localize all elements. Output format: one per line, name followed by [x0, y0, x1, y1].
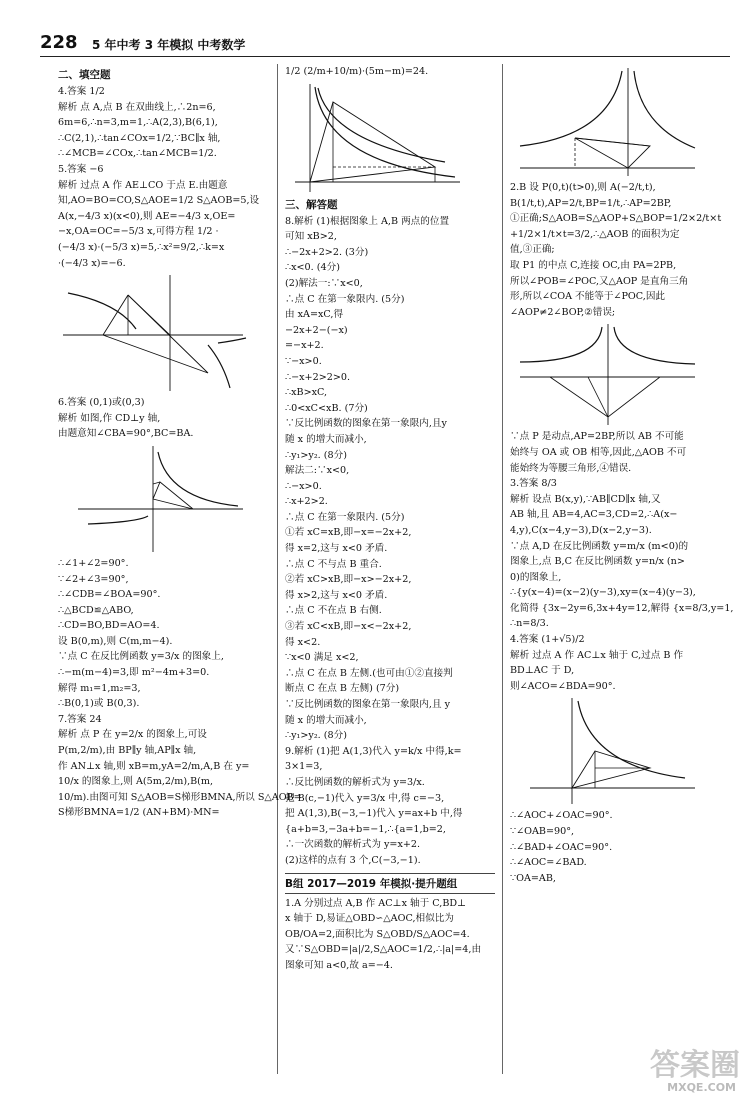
text-line: 得 x<2.: [285, 636, 321, 648]
text-line: ∴xB>xC,: [285, 387, 328, 399]
text-line: 可知 xB>2,: [285, 231, 337, 243]
book-title: 5 年中考 3 年模拟 中考数学: [92, 38, 246, 52]
section-heading: 三、解答题: [285, 198, 338, 211]
text-line: 图象可知 a<0,故 a=−4.: [285, 959, 393, 971]
text-line: ∴∠CDB=∠BOA=90°.: [58, 589, 161, 601]
text-line: 则∠ACO=∠BDA=90°.: [510, 680, 616, 692]
text-line: (2)这样的点有 3 个,C(−3,−1).: [285, 854, 421, 866]
text-line: 图象上,点 B,C 在反比例函数 y=n/x (n>: [510, 556, 685, 568]
watermark-logo: 答案圈: [650, 1048, 740, 1083]
text-line: 取 P1 的中点 C,连接 OC,由 PA=2PB,: [510, 259, 677, 271]
text-line: 所以∠POB=∠POC,又△AOP 是直角三角: [510, 275, 689, 287]
text-line: ∵−x>0.: [285, 355, 322, 367]
text-line: 6.答案 (0,1)或(0,3): [58, 397, 145, 409]
text-line: 设 B(0,m),则 C(m,m−4).: [58, 635, 173, 647]
text-line: ∵∠2+∠3=90°,: [58, 573, 129, 585]
text-line: 得 x=2,这与 x<0 矛盾.: [285, 543, 388, 555]
text-line: ∴CD=BO,BD=AO=4.: [58, 620, 160, 632]
text-line: =−x+2.: [285, 340, 324, 352]
text-line: 6m=6,∴n=3,m=1,∴A(2,3),B(6,1),: [58, 117, 218, 129]
text-line: 把 A(1,3),B(−3,−1)代入 y=ax+b 中,得: [285, 808, 463, 820]
text-line: 由 xA=xC,得: [285, 309, 344, 321]
section-heading: 二、填空题: [58, 69, 111, 81]
text-line: 8.解析 (1)根据图象上 A,B 两点的位置: [285, 215, 450, 227]
text-line: 4,y),C(x−4,y−3),D(x−2,y−3).: [510, 524, 652, 536]
text-line: A(x,−4/3 x)(x<0),则 AE=−4/3 x,OE=: [58, 210, 236, 222]
text-line: (−4/3 x)·(−5/3 x)=5,∴x²=9/2,∴k=x: [58, 241, 225, 253]
figure-b4: [510, 696, 700, 806]
text-line: 9.解析 (1)把 A(1,3)代入 y=k/x 中得,k=: [285, 745, 462, 757]
text-line: 解析 设点 B(x,y),∵AB∥CD∥x 轴,又: [510, 493, 661, 505]
text-line: ·(−4/3 x)=−6.: [58, 257, 126, 269]
text-line: 10/x 的图象上,则 A(5m,2/m),B(m,: [58, 776, 214, 788]
text-line: S梯形BMNA=1/2 (AN+BM)·MN=: [58, 807, 220, 819]
text-line: ∵x<0 满足 x<2,: [285, 652, 359, 664]
text-line: OB/OA=2,面积比为 S△OBD/S△AOC=4.: [285, 928, 470, 940]
text-line: ∴∠AOC=∠BAD.: [510, 857, 587, 869]
text-line: ∴∠1+∠2=90°.: [58, 557, 129, 569]
text-line: P(m,2/m),由 BP∥y 轴,AP∥x 轴,: [58, 745, 197, 757]
text-line: ∴−x>0.: [285, 480, 322, 492]
text-line: 把 B(c,−1)代入 y=3/x 中,得 c=−3,: [285, 792, 445, 804]
text-line: ∴−x+2>2>0.: [285, 371, 351, 383]
text-line: ②若 xC>xB,即−x>−2x+2,: [285, 574, 412, 586]
text-line: 解析 点 A,点 B 在双曲线上,∴2n=6,: [58, 101, 216, 113]
text-line: 随 x 的增大而减小,: [285, 433, 367, 445]
text-line: B(1/t,t),AP=2/t,BP=1/t,∴AP=2BP,: [510, 197, 672, 209]
text-line: 形,所以∠COA 不能等于∠POC,因此: [510, 291, 666, 303]
text-line: ∵点 A,D 在反比例函数 y=m/x (m<0)的: [510, 540, 689, 552]
text-line: ∴反比例函数的解析式为 y=3/x.: [285, 776, 425, 788]
figure-q5: [58, 273, 248, 393]
text-line: 7.答案 24: [58, 713, 102, 725]
text-line: 解法二:∵x<0,: [285, 465, 350, 477]
text-line: 3.答案 8/3: [510, 478, 557, 490]
text-line: 始终与 OA 或 OB 相等,因此,△AOB 不可: [510, 446, 687, 458]
column-3: [510, 64, 734, 886]
text-line: BD⊥AC 于 D,: [510, 665, 575, 677]
text-line: 解得 m₁=1,m₂=3,: [58, 682, 141, 694]
text-line: ∴点 C 在第一象限内. (5分): [285, 511, 405, 523]
column-2: [285, 64, 495, 974]
text-line: 随 x 的增大而减小,: [285, 714, 367, 726]
text-line: ∴n=8/3.: [510, 618, 549, 630]
text-line: 3×1=3,: [285, 761, 323, 773]
text-line: ∴点 C 在第一象限内. (5分): [285, 293, 405, 305]
text-line: ①正确;S△AOB=S△AOP+S△BOP=1/2×2/t×t: [510, 213, 722, 225]
text-line: 能始终为等腰三角形,④错误.: [510, 462, 632, 474]
text-line: ∴点 C 不在点 B 右侧.: [285, 605, 382, 617]
text-line: 断点 C 在点 B 左侧) (7分): [285, 683, 400, 695]
text-line: −x,OA=OC=−5/3 x,可得方程 1/2 ·: [58, 226, 219, 238]
text-line: 4.答案 1/2: [58, 86, 105, 97]
text-line: 2.B 设 P(0,t)(t>0),则 A(−2/t,t),: [510, 182, 656, 193]
text-line: −2x+2−(−x): [285, 324, 348, 336]
text-line: ∴点 C 在点 B 左侧.(也可由①②直接判: [285, 667, 453, 679]
text-line: ∵反比例函数的图象在第一象限内,且 y: [285, 699, 451, 710]
text-line: ∴−m(m−4)=3,即 m²−4m+3=0.: [58, 667, 210, 679]
figure-q7: [285, 82, 465, 194]
text-line: 解析 过点 A 作 AE⊥CO 于点 E.由题意: [58, 179, 228, 191]
text-line: 4.答案 (1+√5)/2: [510, 634, 585, 646]
text-line: ∴0<xC<xB. (7分): [285, 402, 368, 414]
text-line: ①若 xC=xB,即−x=−2x+2,: [285, 527, 412, 539]
text-line: ∴{y(x−4)=(x−2)(y−3),xy=(x−4)(y−3),: [510, 587, 696, 599]
text-line: 10/m).由图可知 S△AOB=S梯形BMNA,所以 S△AOB=: [58, 791, 302, 803]
text-line: 知,AO=BO=CO,S△AOE=1/2 S△AOB=5,设: [58, 195, 260, 207]
text-line: 1.A 分别过点 A,B 作 AC⊥x 轴于 C,BD⊥: [285, 897, 467, 909]
text-line: ∴x+2>2.: [285, 496, 328, 508]
figure-q6: [58, 444, 248, 554]
text-line: 得 x>2,这与 x<0 矛盾.: [285, 589, 388, 601]
text-line: AB 轴,且 AB=4,AC=3,CD=2,∴A(x−: [510, 509, 678, 521]
text-line: ∵反比例函数的图象在第一象限内,且y: [285, 418, 447, 430]
figure-b2-top: [510, 66, 700, 178]
text-line: +1/2×1/t×t=3/2,∴△AOB 的面积为定: [510, 228, 680, 240]
text-line: 又∵S△OBD=|a|/2,S△AOC=1/2,∴|a|=4,由: [285, 944, 482, 956]
text-line: 解析 如图,作 CD⊥y 轴,: [58, 412, 161, 424]
text-line: 0)的图象上,: [510, 571, 562, 583]
text-line: ∴y₁>y₂. (8分): [285, 449, 347, 461]
page-header: [40, 32, 730, 57]
text-line: 5.答案 −6: [58, 163, 104, 175]
text-line: 由题意知∠CBA=90°,BC=BA.: [58, 428, 194, 440]
text-line: ③若 xC<xB,即−x<−2x+2,: [285, 621, 412, 633]
column-divider: [277, 64, 278, 1074]
text-line: ∴x<0. (4分): [285, 262, 340, 274]
text-line: ∴∠AOC+∠OAC=90°.: [510, 810, 613, 822]
text-line: ∴∠MCB=∠COx,∴tan∠MCB=1/2.: [58, 148, 217, 160]
watermark-url: MXQE.COM: [667, 1081, 736, 1094]
text-line: 解析 过点 A 作 AC⊥x 轴于 C,过点 B 作: [510, 649, 684, 661]
text-line: ∵点 C 在反比例函数 y=3/x 的图象上,: [58, 651, 224, 663]
text-line: x 轴于 D,易证△OBD∽△AOC,相似比为: [285, 913, 454, 925]
text-line: 解析 点 P 在 y=2/x 的图象上,可设: [58, 729, 207, 741]
figure-b2-bottom: [510, 322, 700, 427]
text-line: 化简得 {3x−2y=6,3x+4y=12,解得 {x=8/3,y=1,: [510, 602, 734, 614]
text-line: {a+b=3,−3a+b=−1,∴{a=1,b=2,: [285, 823, 446, 835]
text-line: ∠AOP≠2∠BOP,②错误;: [510, 306, 616, 318]
text-line: ∴△BCD≌△ABO,: [58, 604, 134, 616]
text-line: ∵OA=AB,: [510, 872, 556, 884]
text-line: ∵∠OAB=90°,: [510, 826, 575, 838]
text-line: ∴B(0,1)或 B(0,3).: [58, 698, 140, 710]
text-line: 值,③正确;: [510, 244, 555, 256]
text-line: ∴y₁>y₂. (8分): [285, 730, 347, 742]
text-line: ∴C(2,1),∴tan∠COx=1/2,∵BC∥x 轴,: [58, 132, 221, 144]
group-b-banner: B组 2017—2019 年模拟·提升题组: [285, 873, 495, 894]
text-line: 1/2 (2/m+10/m)·(5m−m)=24.: [285, 66, 429, 77]
text-line: ∴点 C 不与点 B 重合.: [285, 558, 382, 570]
text-line: ∴−2x+2>2. (3分): [285, 246, 369, 258]
page-number: 228: [40, 32, 78, 53]
column-divider: [502, 64, 503, 1074]
text-line: 作 AN⊥x 轴,则 xB=m,yA=2/m,A,B 在 y=: [58, 760, 250, 772]
text-line: ∴∠BAD+∠OAC=90°.: [510, 841, 613, 853]
column-1: [58, 64, 302, 821]
text-line: (2)解法一:∵x<0,: [285, 277, 363, 289]
text-line: ∵点 P 是动点,AP=2BP,所以 AB 不可能: [510, 431, 684, 443]
text-line: ∴一次函数的解析式为 y=x+2.: [285, 839, 421, 851]
